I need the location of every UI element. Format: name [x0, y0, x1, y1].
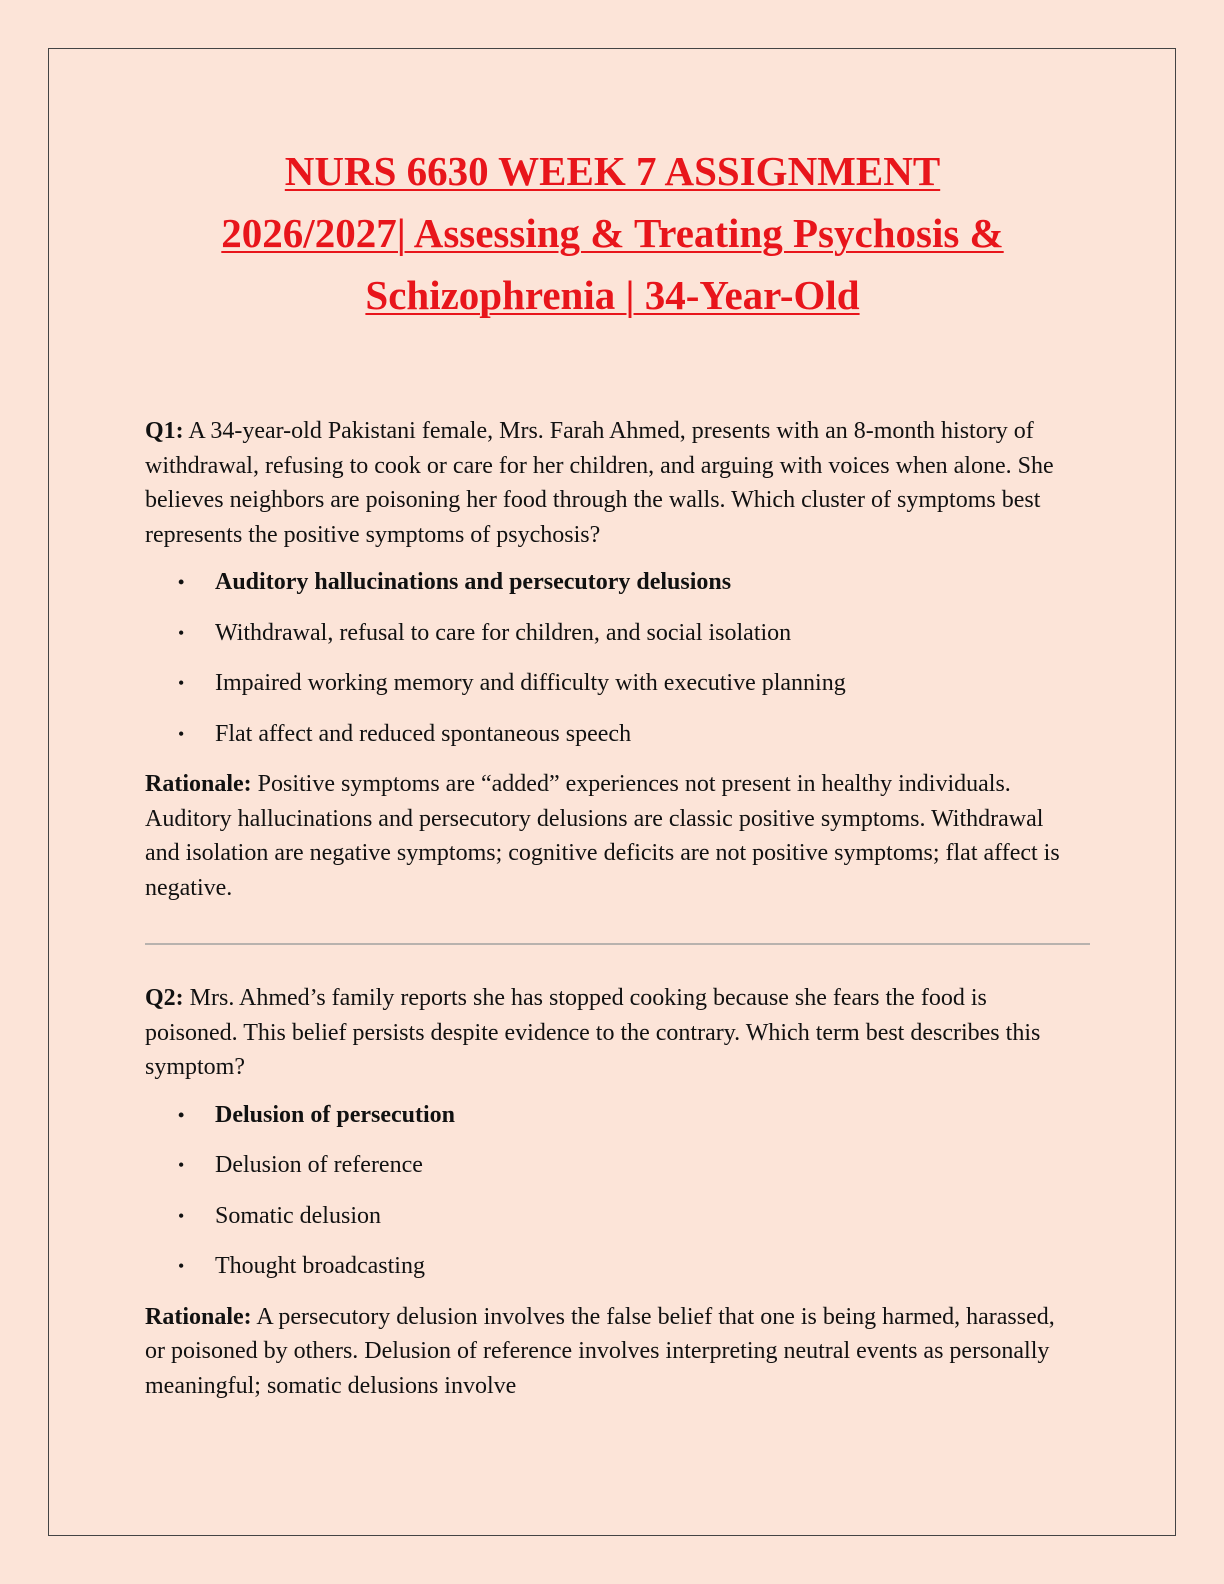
question-2-label: Q2:: [145, 985, 184, 1011]
rationale-text: Positive symptoms are “added” experiences not present in healthy individuals. Auditory hallucinations and persecutory delusions are classic positive symptoms. Withdrawal and isolation are negative symptoms; cognitive deficits are not positive symptoms; flat affect is negative.: [145, 771, 1060, 901]
section-divider: [145, 943, 1090, 945]
option: • Delusion of reference: [145, 1148, 1080, 1199]
document-title: [125, 140, 1100, 326]
rationale-label: Rationale:: [145, 771, 252, 797]
option-correct: • Delusion of persecution: [145, 1098, 1080, 1149]
question-2-body: Mrs. Ahmed’s family reports she has stopped cooking because she fears the food is poisoned. This belief persists despite evidence to the contrary. Which term best describes this symptom?: [145, 985, 1041, 1080]
document-content: [145, 140, 1080, 1403]
option: • Withdrawal, refusal to care for children, and social isolation: [145, 616, 1080, 667]
rationale-label: Rationale:: [145, 1303, 252, 1330]
question-1-rationale: [145, 767, 1080, 905]
rationale-text: A persecutory delusion involves the false belief that one is being harmed, harassed, or poisoned by others. Delusion of reference involves interpreting neutral events as personally meaningful; somatic delusions involve: [145, 1303, 1055, 1399]
question-1-options: [145, 565, 1080, 767]
question-2-options: [145, 1098, 1080, 1300]
question-1: [145, 414, 1080, 905]
question-1-body: A 34-year-old Pakistani female, Mrs. Farah Ahmed, presents with an 8-month history of withdrawal, refusing to cook or care for her children, and arguing with voices when alone. She believes neighbors are poisoning her food through the walls. Which cluster of symptoms best represents the positive symptoms of psychosis?: [145, 418, 1054, 548]
question-1-text: [145, 414, 1080, 552]
option: • Thought broadcasting: [145, 1249, 1080, 1300]
title-line-3: Schizophrenia | 34-Year-Old: [365, 272, 860, 318]
option: • Impaired working memory and difficulty with executive planning: [145, 666, 1080, 717]
title-line-1: NURS 6630 WEEK 7 ASSIGNMENT: [284, 148, 941, 194]
question-2-rationale: [145, 1300, 1080, 1404]
option-correct: • Auditory hallucinations and persecutory delusions: [145, 565, 1080, 616]
option: • Somatic delusion: [145, 1199, 1080, 1250]
option: • Flat affect and reduced spontaneous speech: [145, 717, 1080, 768]
title-line-2: 2026/2027| Assessing & Treating Psychosis &: [221, 210, 1004, 256]
question-2: [145, 981, 1080, 1403]
question-1-label: Q1:: [145, 418, 184, 444]
question-2-text: [145, 981, 1080, 1085]
